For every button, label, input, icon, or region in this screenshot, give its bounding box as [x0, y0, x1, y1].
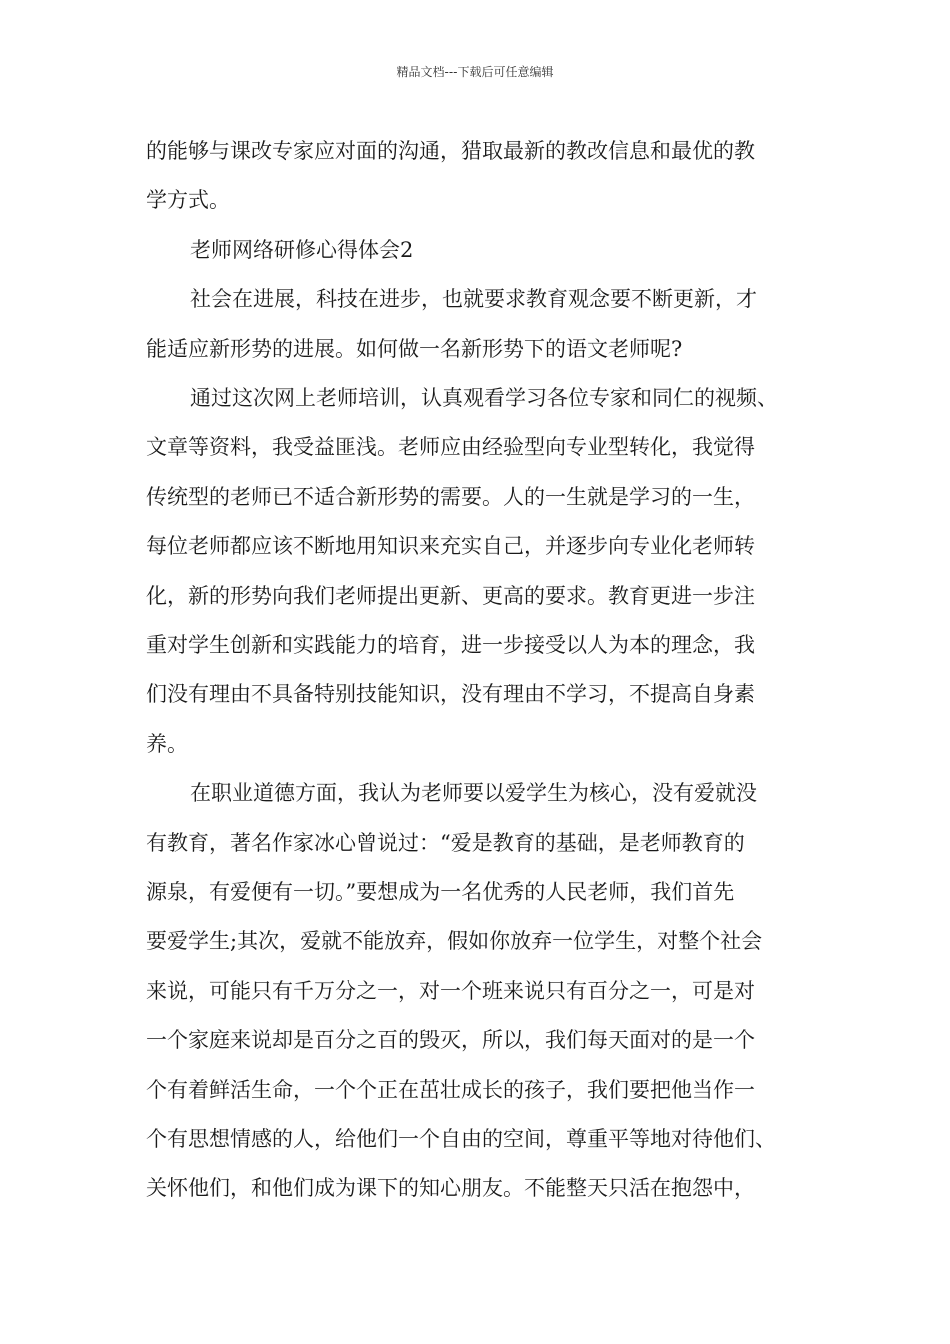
text-line: 的能够与课改专家应对面的沟通，猎取最新的教改信息和最优的教 [146, 139, 755, 163]
text-line: 文章等资料，我受益匪浅。老师应由经验型向专业型转化，我觉得 [146, 435, 755, 460]
text-line: 重对学生创新和实践能力的培育，进一步接受以人为本的理念，我 [146, 633, 755, 657]
text-line: 能适应新形势的进展。如何做一名新形势下的语文老师呢? [146, 336, 683, 361]
text-line: 在职业道德方面，我认为老师要以爱学生为核心，没有爱就没 [190, 781, 757, 806]
text-line: 源泉，有爱便有一切。”要想成为一名优秀的人民老师，我们首先 [146, 880, 735, 904]
text-line: 学方式。 [146, 188, 230, 213]
text-line: 关怀他们，和他们成为课下的知心朋友。不能整天只活在抱怨中， [146, 1176, 755, 1201]
text-line: 个有着鲜活生命，一个个正在茁壮成长的孩子，我们要把他当作一 [146, 1077, 755, 1102]
text-line: 老师网络研修心得体会2 [190, 237, 414, 262]
text-line: 社会在进展，科技在进步，也就要求教育观念要不断更新，才 [190, 287, 757, 312]
page-header: 精品文档---下载后可任意编辑 [396, 65, 554, 79]
text-line: 传统型的老师已不适合新形势的需要。人的一生就是学习的一生， [146, 484, 755, 509]
text-line: 们没有理由不具备特别技能知识，没有理由不学习，不提高自身素 [146, 682, 755, 707]
text-line: 要爱学生;其次，爱就不能放弃，假如你放弃一位学生，对整个社会 [146, 929, 763, 954]
text-line: 有教育，著名作家冰心曾说过：“爱是教育的基础，是老师教育的 [146, 830, 745, 855]
text-line: 来说，可能只有千万分之一，对一个班来说只有百分之一，可是对 [146, 978, 755, 1003]
text-line: 化，新的形势向我们老师提出更新、更高的要求。教育更进一步注 [146, 583, 755, 608]
text-line: 每位老师都应该不断地用知识来充实自己，并逐步向专业化老师转 [146, 534, 755, 559]
text-line: 一个家庭来说却是百分之百的毁灭，所以，我们每天面对的是一个 [146, 1028, 755, 1053]
text-line: 养。 [146, 731, 188, 756]
text-line: 个有思想情感的人，给他们一个自由的空间，尊重平等地对待他们、 [146, 1127, 776, 1151]
text-line: 通过这次网上老师培训，认真观看学习各位专家和同仁的视频、 [190, 386, 778, 410]
